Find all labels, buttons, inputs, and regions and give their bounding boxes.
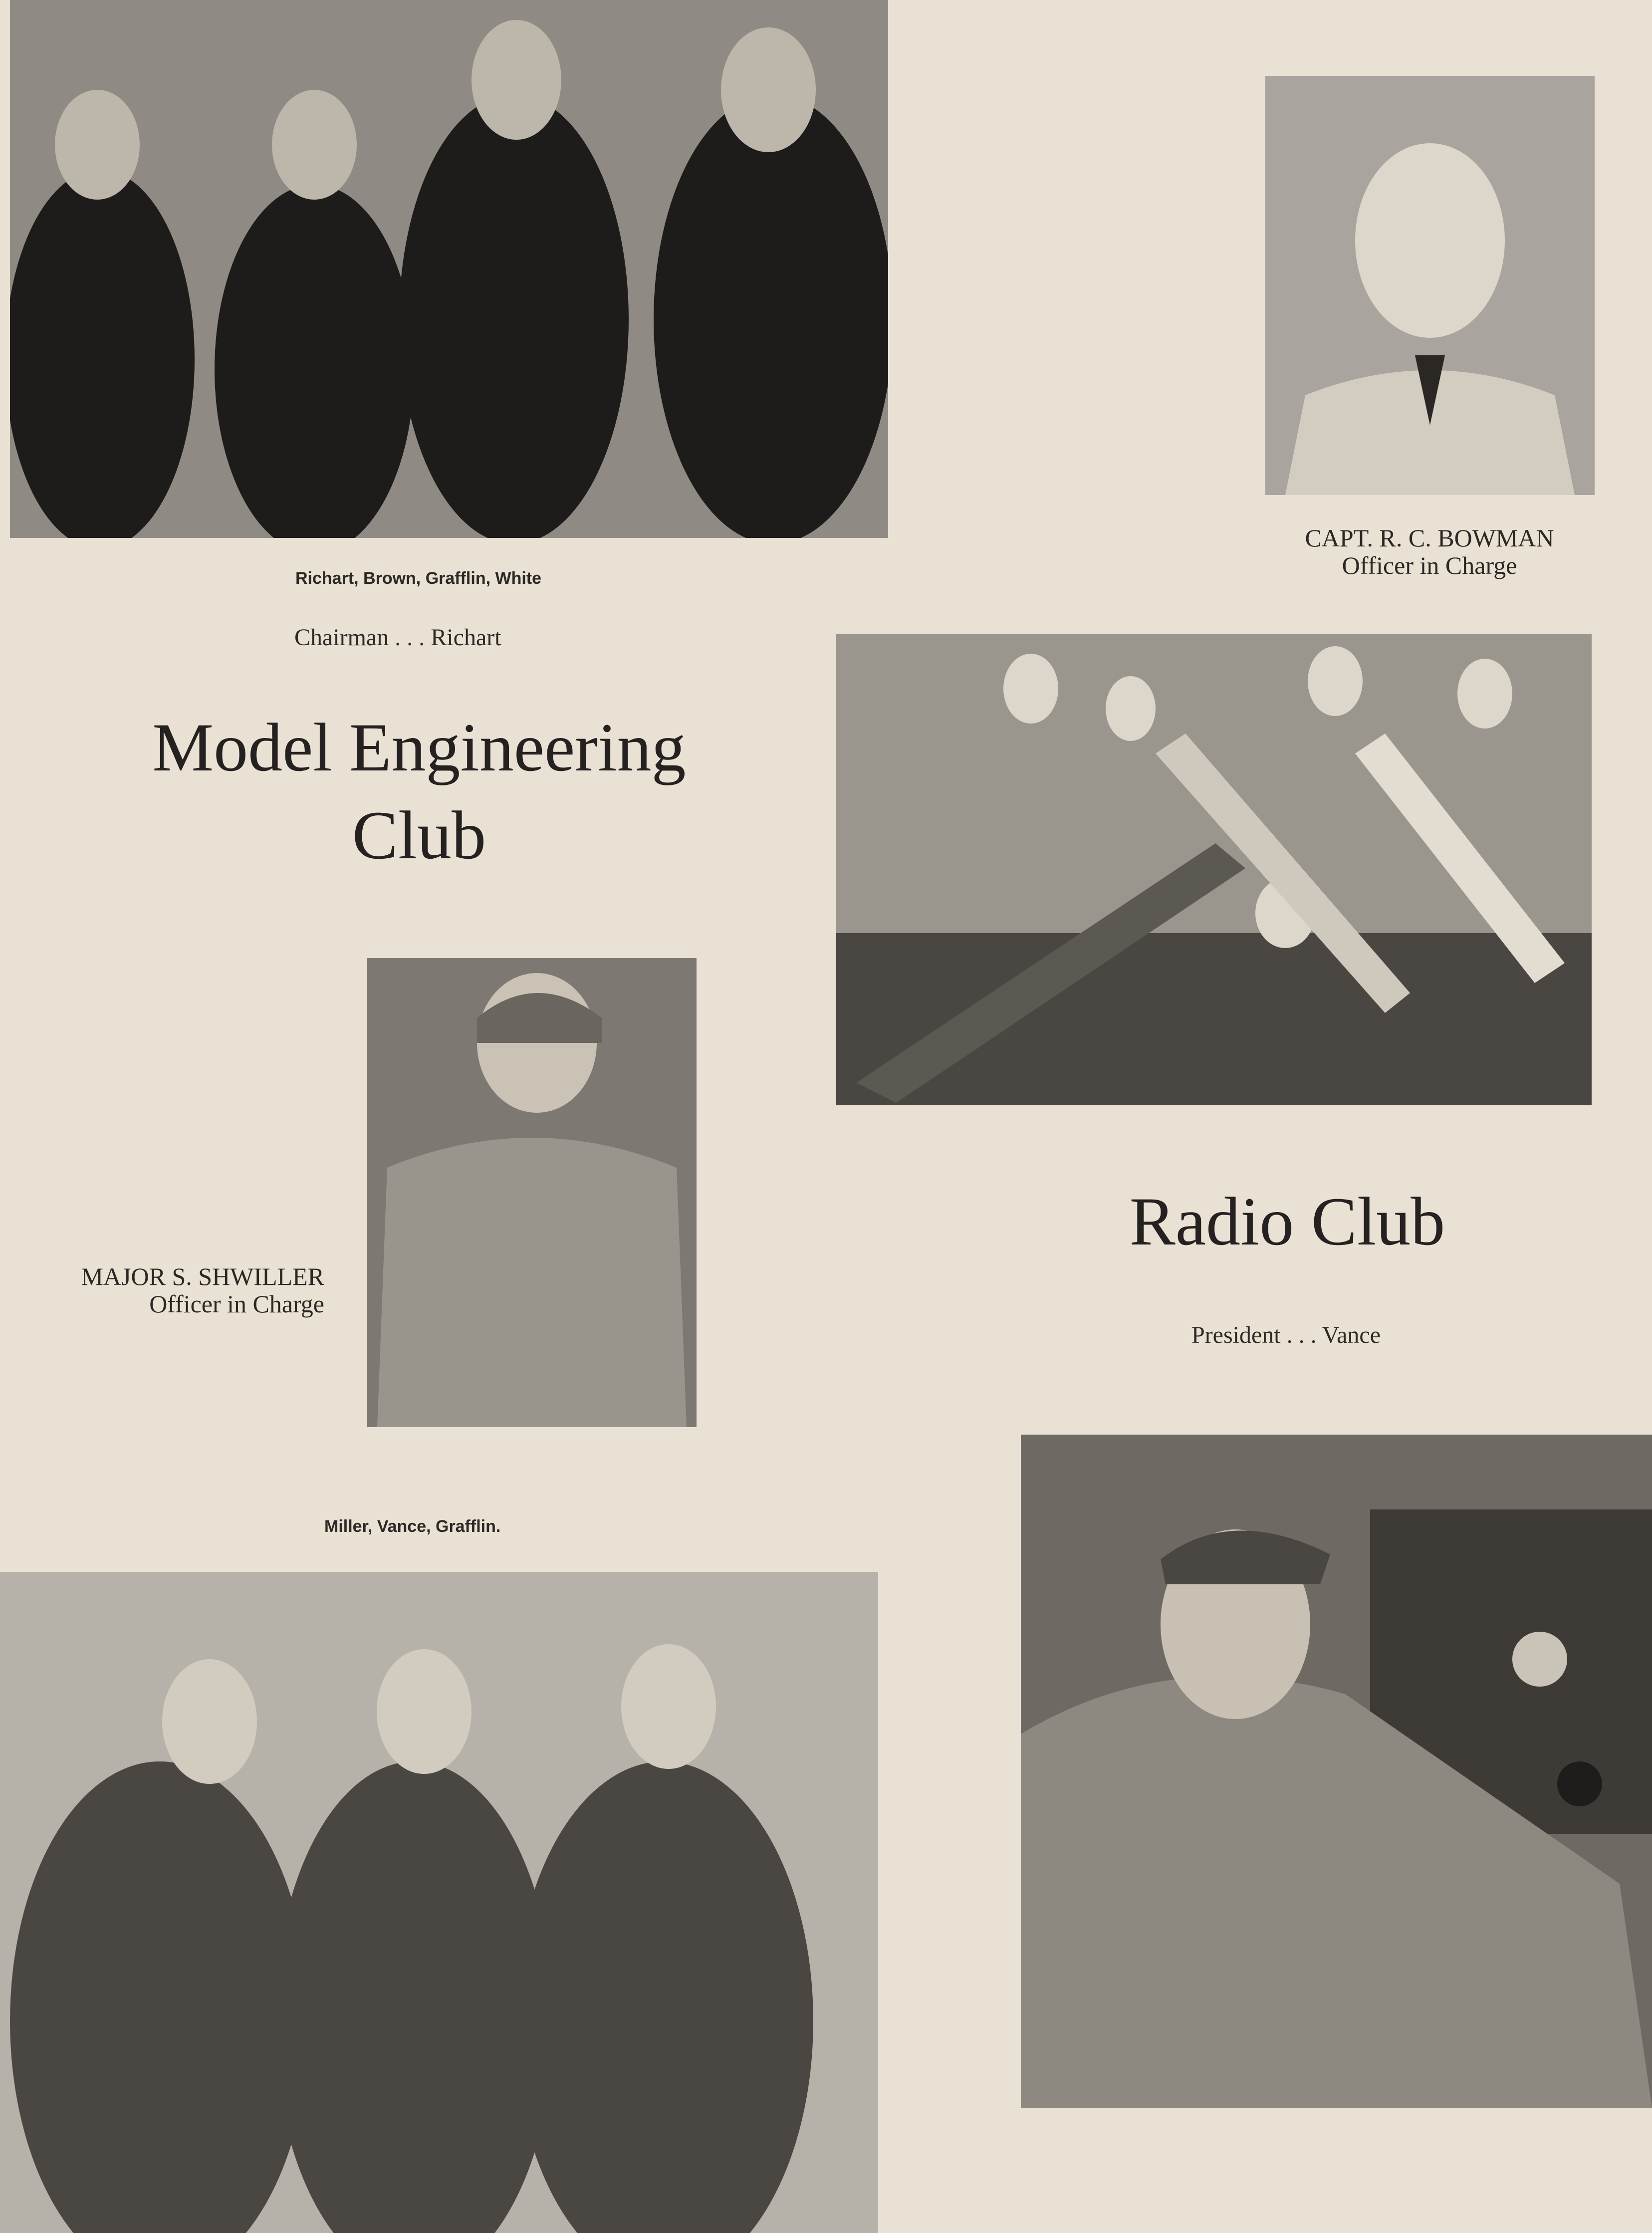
- group-photo-radio-club-officers: [0, 1572, 878, 2233]
- photo-model-airplanes: [836, 634, 1592, 1105]
- club-heading-line1: Model Engineering: [152, 709, 686, 785]
- photo-radio-operator: [1021, 1435, 1652, 2108]
- club-heading-line2: Club: [352, 797, 486, 873]
- club-heading-model-engineering: [105, 704, 733, 879]
- president-line: President . . . Vance: [1191, 1322, 1381, 1348]
- portrait-photo-capt-bowman: [1265, 76, 1595, 495]
- officer-role-shwiller: Officer in Charge: [149, 1290, 324, 1318]
- group-photo-model-club-officers: [10, 0, 888, 538]
- chairman-line: Chairman . . . Richart: [294, 624, 501, 651]
- group-caption-radio-club: Miller, Vance, Grafflin.: [324, 1517, 501, 1536]
- officer-role-bowman: Officer in Charge: [1342, 551, 1517, 579]
- officer-name-bowman: CAPT. R. C. BOWMAN: [1305, 524, 1554, 552]
- officer-name-shwiller: MAJOR S. SHWILLER: [81, 1262, 324, 1290]
- portrait-photo-major-shwiller: [367, 958, 697, 1427]
- group-caption-model-club: Richart, Brown, Grafflin, White: [295, 569, 542, 588]
- club-heading-radio: Radio Club: [1129, 1183, 1445, 1259]
